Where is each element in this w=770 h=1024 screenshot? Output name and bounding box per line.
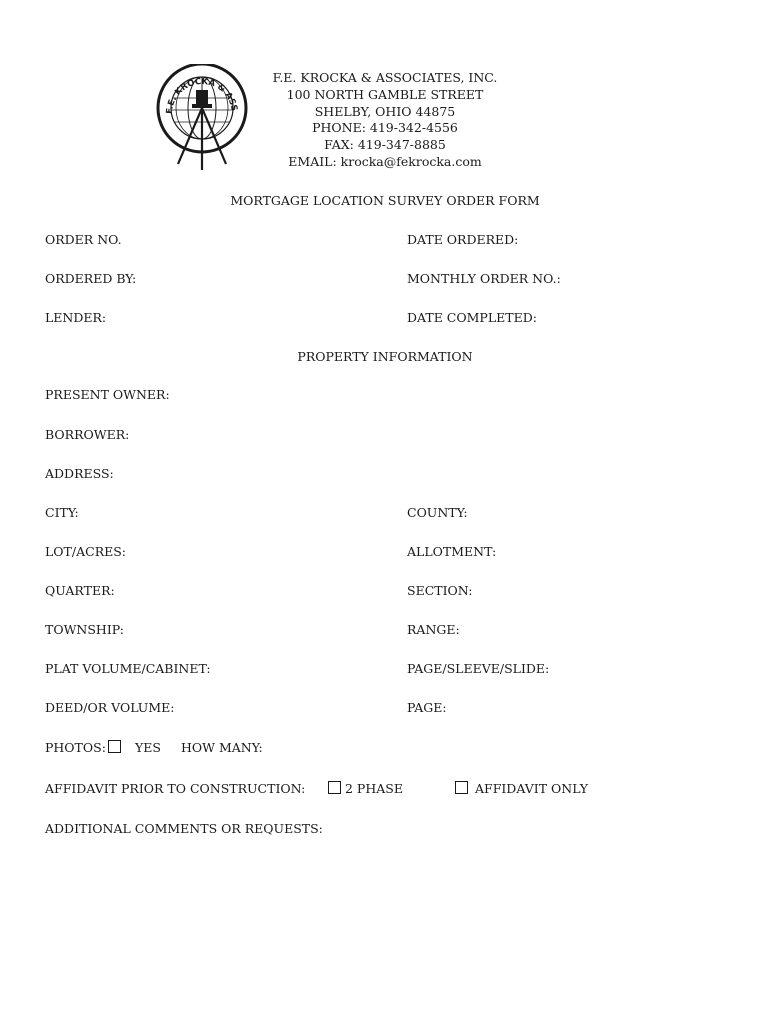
checkbox-icon [328, 781, 341, 794]
section-label: SECTION: [407, 583, 473, 598]
how-many-label: HOW MANY: [181, 740, 263, 755]
lender-label: LENDER: [45, 310, 107, 325]
date-completed-label: DATE COMPLETED: [407, 310, 537, 325]
page-sleeve-slide-label: PAGE/SLEEVE/SLIDE: [407, 661, 550, 676]
allotment-label: ALLOTMENT: [407, 544, 497, 559]
company-street: 100 NORTH GAMBLE STREET [286, 86, 484, 102]
company-phone: PHONE: 419-342-4556 [312, 120, 458, 136]
order-no-label: ORDER NO. [45, 232, 122, 247]
township-label: TOWNSHIP: [45, 622, 124, 637]
checkbox-icon [108, 740, 121, 753]
county-label: COUNTY: [407, 505, 468, 520]
company-header [255, 70, 515, 171]
additional-comments-label: ADDITIONAL COMMENTS OR REQUESTS: [45, 821, 323, 836]
photos-yes-checkbox[interactable] [108, 740, 125, 755]
company-seal-logo [152, 64, 252, 172]
borrower-label: BORROWER: [45, 427, 130, 442]
checkbox-icon [455, 781, 468, 794]
company-fax: FAX: 419-347-8885 [324, 137, 446, 153]
photos-yes-label: YES [135, 740, 161, 755]
affidavit-label: AFFIDAVIT PRIOR TO CONSTRUCTION: [45, 781, 306, 796]
affidavit-only-label: AFFIDAVIT ONLY [475, 781, 588, 796]
company-email: EMAIL: krocka@fekrocka.com [288, 153, 482, 169]
two-phase-label: 2 PHASE [345, 781, 403, 796]
address-label: ADDRESS: [45, 466, 114, 481]
form-title: MORTGAGE LOCATION SURVEY ORDER FORM [230, 193, 540, 208]
lot-acres-label: LOT/ACRES: [45, 544, 126, 559]
svg-text:F.E. KROCKA & ASSOCIATES INC.: F.E. KROCKA & ASS [164, 76, 239, 115]
city-label: CITY: [45, 505, 79, 520]
date-ordered-label: DATE ORDERED: [407, 232, 519, 247]
property-information-heading: PROPERTY INFORMATION [297, 349, 473, 364]
plat-volume-label: PLAT VOLUME/CABINET: [45, 661, 211, 676]
page-label: PAGE: [407, 700, 447, 715]
affidavit-only-checkbox[interactable] [455, 781, 588, 796]
quarter-label: QUARTER: [45, 583, 115, 598]
company-name: F.E. KROCKA & ASSOCIATES, INC. [272, 70, 498, 85]
deed-volume-label: DEED/OR VOLUME: [45, 700, 175, 715]
photos-label: PHOTOS: [45, 740, 106, 755]
ordered-by-label: ORDERED BY: [45, 271, 137, 286]
range-label: RANGE: [407, 622, 460, 637]
two-phase-checkbox[interactable] [328, 781, 403, 796]
monthly-order-no-label: MONTHLY ORDER NO.: [407, 271, 561, 286]
present-owner-label: PRESENT OWNER: [45, 387, 170, 402]
company-city: SHELBY, OHIO 44875 [314, 103, 456, 119]
